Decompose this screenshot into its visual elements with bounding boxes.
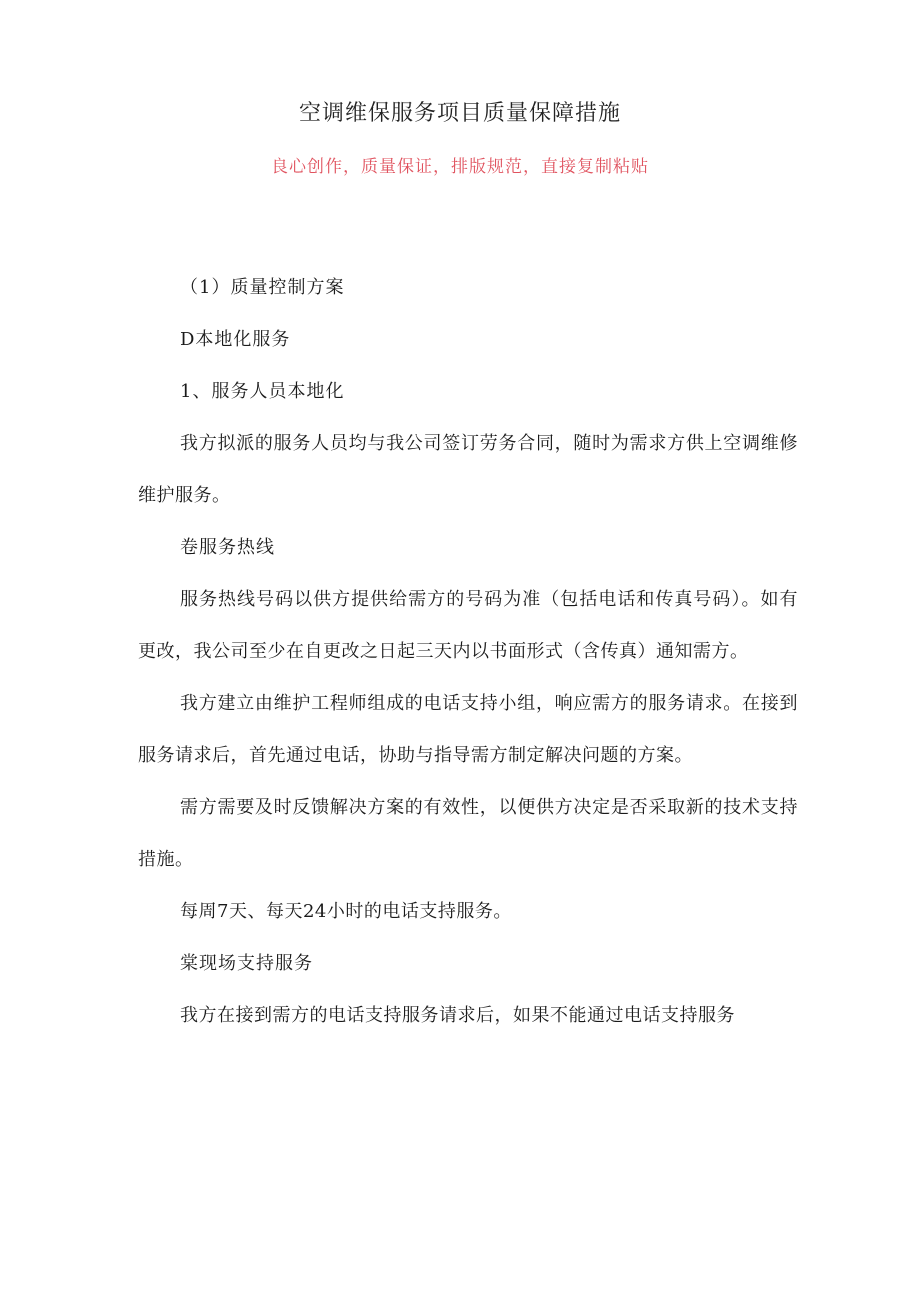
- section-heading-onsite-support: 棠现场支持服务: [180, 953, 313, 974]
- document-subtitle: 良心创作，质量保证，排版规范，直接复制粘贴: [271, 157, 649, 177]
- paragraph-phone-support-team: 我方建立由维护工程师组成的电话支持小组，响应需方的服务请求。在接到服务请求后，首先通过电话，协助与指导需方制定解决问题的方案。: [138, 693, 798, 766]
- paragraph-staff-contract: 我方拟派的服务人员均与我公司签订劳务合同，随时为需求方供上空调维修维护服务。: [138, 433, 798, 506]
- paragraph-onsite-support: 我方在接到需方的电话支持服务请求后，如果不能通过电话支持服务: [180, 1005, 735, 1026]
- document-title: 空调维保服务项目质量保障措施: [298, 101, 621, 126]
- section-heading-local-staff: 1、服务人员本地化: [180, 381, 345, 402]
- paragraph-feedback: 需方需要及时反馈解决方案的有效性，以便供方决定是否采取新的技术支持措施。: [138, 797, 798, 870]
- section-heading-hotline: 卷服务热线: [180, 537, 275, 558]
- section-heading-local-service: D本地化服务: [180, 329, 291, 350]
- paragraph-hotline-number: 服务热线号码以供方提供给需方的号码为准（包括电话和传真号码）。如有更改，我公司至少在自更改之日起三天内以书面形式（含传真）通知需方。: [138, 589, 798, 662]
- paragraph-support-hours: 每周7天、每天24小时的电话支持服务。: [180, 901, 512, 922]
- document-body: [138, 262, 798, 1042]
- section-heading-quality-control: （1）质量控制方案: [180, 277, 345, 298]
